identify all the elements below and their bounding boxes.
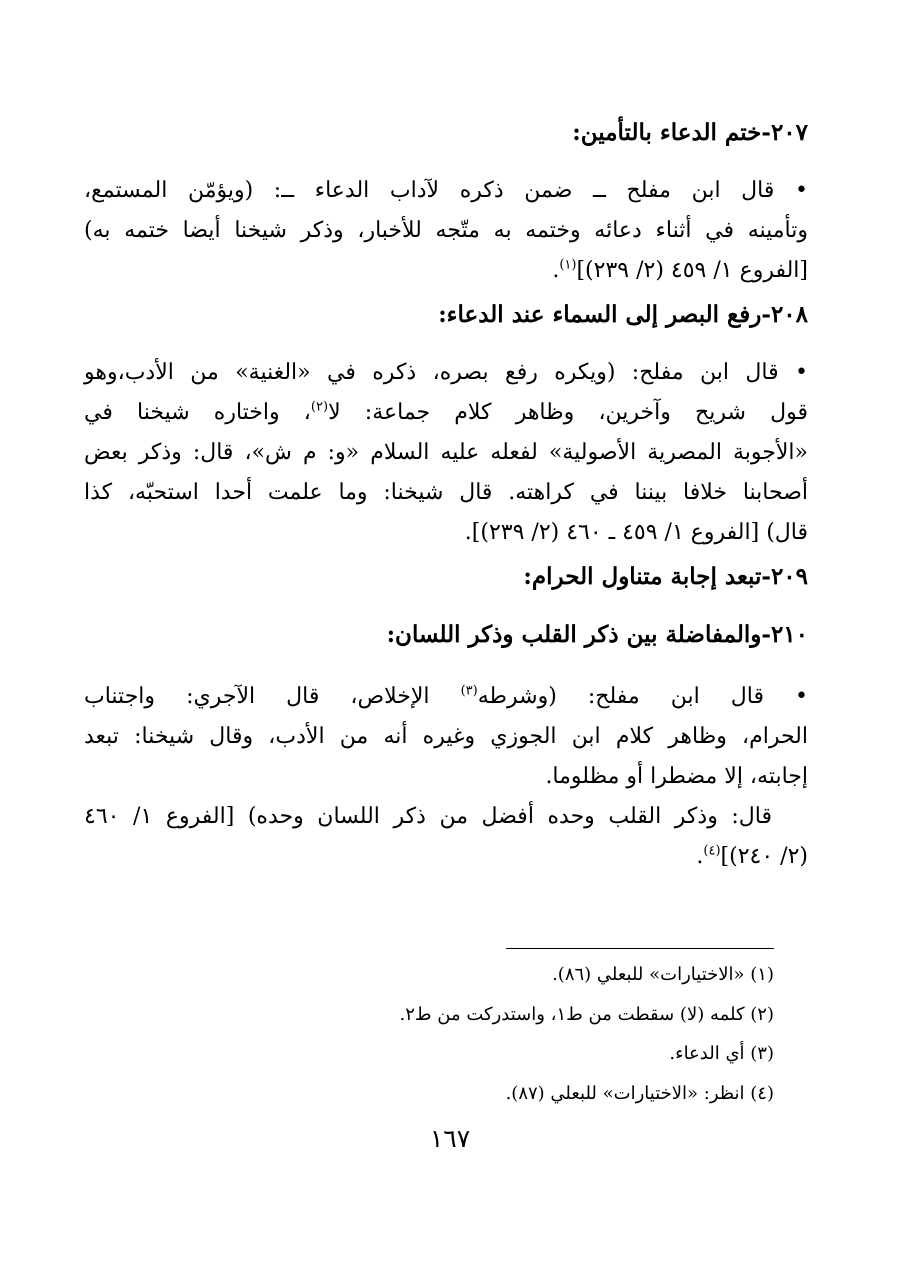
paragraph-line: أصحابنا خلافا بيننا في كراهته. قال شيخنا: وما علمت أحدا استحبّه، كذا [84, 480, 808, 505]
paragraph-line: (٢/ ٢٤٠)]$^{(٤)}$. [696, 843, 808, 869]
paragraph-line: • قال ابن مفلح: (ويكره رفع بصره، ذكره في «الغنية» من الأدب،وهو [84, 360, 808, 385]
paragraph-line: قال: وذكر القلب وحده أفضل من ذكر اللسان وحده) [الفروع ١/ ٤٦٠ [84, 804, 773, 829]
paragraph-line: «الأجوبة المصرية الأصولية» لفعله عليه السلام «و: م ش»، قال: وذكر بعض [84, 440, 808, 465]
paragraph-line [84, 393, 808, 433]
text-run: ، واختاره شيخنا في [84, 400, 311, 425]
footnote-ref: (٢) [310, 399, 329, 415]
page-number: ١٦٧ [429, 1124, 471, 1153]
text-run: الإخلاص، قال الآجري: واجتناب [84, 684, 461, 709]
footnote-2: (٢) كلمه (لا) سقطت من ط١، واستدركت من ط٢. [399, 1004, 774, 1025]
paragraph-line: إجابته، إلا مضطرا أو مظلوما. [545, 764, 808, 789]
section-heading-208: ٢٠٨-رفع البصر إلى السماء عند الدعاء: [438, 301, 808, 328]
paragraph-line: وتأمينه في أثناء دعائه وختمه به متّجه للأخبار، وذكر شيخنا أيضا ختمه به) [84, 218, 808, 243]
footnote-ref: (٣) [460, 683, 478, 699]
footnote-1: (١) «الاختيارات» للبعلي (٨٦). [552, 964, 774, 985]
citation: (٢/ ٢٤٠)] [720, 844, 808, 869]
section-heading-209: ٢٠٩-تبعد إجابة متناول الحرام: [523, 563, 808, 590]
paragraph-line: [الفروع ١/ ٤٥٩ (٢/ ٢٣٩)]$^{(١)}$. [552, 257, 808, 283]
paragraph-line [84, 677, 808, 717]
citation: [الفروع ١/ ٤٥٩ (٢/ ٢٣٩)] [576, 258, 808, 283]
paragraph-line: الحرام، وظاهر كلام ابن الجوزي وغيره أنه من الأدب، وقال شيخنا: تبعد [84, 724, 808, 749]
footnote-3: (٣) أي الدعاء. [669, 1043, 774, 1064]
section-heading-210: ٢١٠-والمفاضلة بين ذكر القلب وذكر اللسان: [386, 621, 808, 648]
footnote-4: (٤) انظر: «الاختيارات» للبعلي (٨٧). [505, 1083, 774, 1104]
text-run: • قال ابن مفلح: (وشرطه [477, 684, 808, 709]
footnote-ref: (١) [559, 257, 577, 273]
paragraph-line: قال) [الفروع ١/ ٤٥٩ ـ ٤٦٠ (٢/ ٢٣٩)]. [464, 520, 808, 545]
footnote-separator [506, 948, 774, 949]
main-text [84, 113, 808, 877]
text-run: قول شريح وآخرين، وظاهر كلام جماعة: لا [328, 400, 808, 425]
section-heading-207: ٢٠٧-ختم الدعاء بالتأمين: [572, 119, 808, 146]
footnote-ref: (٤) [703, 843, 721, 859]
paragraph-line: • قال ابن مفلح ــ ضمن ذكره لآداب الدعاء ــ: (ويؤمّن المستمع، [84, 178, 808, 203]
